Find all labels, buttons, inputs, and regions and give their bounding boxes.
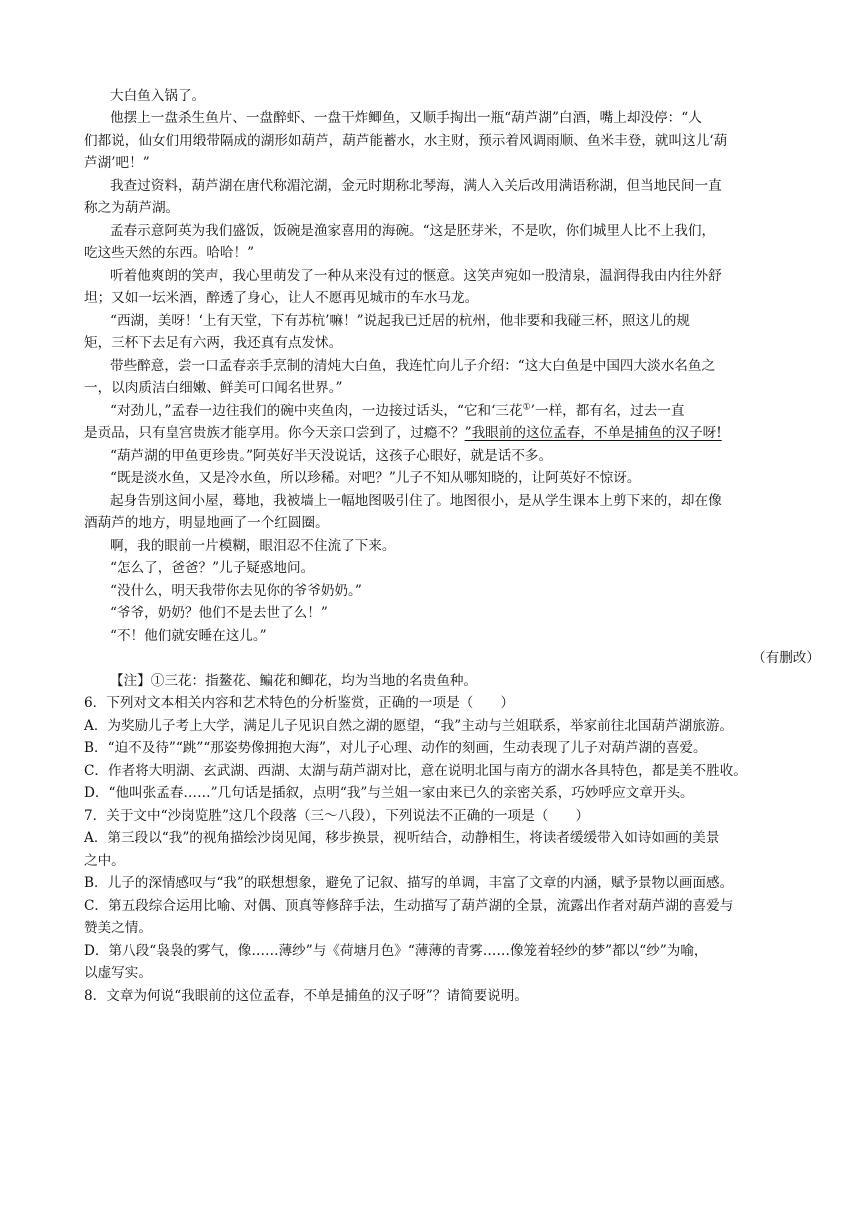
paragraph-6-line-2: 矩，三杯下去足有六两，我还真有点发怵。 (84, 335, 343, 351)
question-7-stem: 7．关于文中“沙岗览胜”这几个段落（三～八段），下列说法不正确的一项是（ ） (84, 808, 590, 824)
question-6-option-b: B．“迫不及待”“跳”“那姿势像拥抱大海”，对儿子心理、动作的刻画，生动表现了儿子对葫芦湖的喜爱。 (84, 740, 707, 756)
question-6-option-d: D．“他叫张孟春……”几句话是插叙，点明“我”与兰姐一家由来已久的亲密关系，巧妙呼应文章开头。 (84, 785, 694, 801)
paragraph-1: 大白鱼入锅了。 (110, 88, 206, 104)
paragraph-9: “葫芦湖的甲鱼更珍贵。”阿英好半天没说话，这孩子心眼好，就是话不多。 (110, 448, 553, 464)
paragraph-12: 啊，我的眼前一片模糊，眼泪忍不住流了下来。 (110, 538, 396, 554)
paragraph-2-line-1: 他摆上一盘杀生鱼片、一盘醉虾、一盘干炸鲫鱼，又顺手掏出一瓶“葫芦湖”白酒，嘴上却没停：“人 (110, 110, 702, 126)
paragraph-8-line-2 (84, 423, 722, 444)
question-6-option-c: C．作者将大明湖、玄武湖、西湖、太湖与葫芦湖对比，意在说明北国与南方的湖水各具特色，都是美不胜收。 (84, 763, 747, 779)
paragraph-3-line-2: 称之为葫芦湖。 (84, 200, 180, 216)
paragraph-2-line-3: 芦湖’吧！” (84, 155, 150, 171)
question-7-option-c-line-2: 赞美之情。 (84, 920, 152, 936)
paragraph-6-line-1: “西湖，美呀！‘上有天堂，下有苏杭’嘛！”说起我已迁居的杭州，他非要和我碰三杯，照这儿的规 (110, 313, 690, 329)
question-7-option-c-line-1: C．第五段综合运用比喻、对偶、顶真等修辞手法，生动描写了葫芦湖的全景，流露出作者对葫芦湖的喜爱与 (84, 898, 734, 914)
paragraph-8-text-a: “对劲儿，”孟春一边往我们的碗中夹鱼肉，一边接过话头，“它和‘三花 (110, 403, 523, 419)
paragraph-3-line-1: 我查过资料，葫芦湖在唐代称湄沱湖，金元时期称北琴海，满人入关后改用满语称湖，但当地民间一直 (110, 178, 722, 194)
paragraph-8-text-b: ’一样，都有名，过去一直 (530, 403, 685, 419)
footnote: 【注】①三花：指鳌花、鳊花和鲫花，均为当地的名贵鱼种。 (110, 673, 478, 689)
paragraph-10: “既是淡水鱼，又是冷水鱼，所以珍稀。对吧？”儿子不知从哪知晓的，让阿英好不惊讶。 (110, 470, 641, 486)
underlined-sentence: ”我眼前的这位孟春，不单是捕鱼的汉子呀! (464, 425, 722, 441)
question-7-option-b: B．儿子的深情感叹与“我”的联想想象，避免了记叙、描写的单调，丰富了文章的内涵，赋予景物以画面感。 (84, 875, 734, 891)
question-6-option-a: A．为奖励儿子考上大学，满足儿子见识自然之湖的愿望，“我”主动与兰姐联系，举家前往北国葫芦湖旅游。 (84, 718, 734, 734)
source-note: （有删改） (752, 650, 820, 666)
paragraph-8-line-1 (110, 401, 685, 422)
paragraph-15: “爷爷，奶奶？他们不是去世了么！” (110, 605, 328, 621)
paragraph-2-line-2: 们都说，仙女们用缎带隔成的湖形如葫芦，葫芦能蓄水，水主财，预示着风调雨顺、鱼米丰登，就叫这儿‘葫 (84, 133, 728, 149)
paragraph-5-line-2: 坦；又如一坛米酒，醉透了身心，让人不愿再见城市的车水马龙。 (84, 290, 479, 306)
paragraph-4-line-2: 吃这些天然的东西。哈哈！” (84, 245, 255, 261)
paragraph-11-line-1: 起身告别这间小屋，蓦地，我被墙上一幅地图吸引住了。地图很小，是从学生课本上剪下来的，却在像 (110, 493, 722, 509)
question-7-option-a-line-1: A．第三段以“我”的视角描绘沙岗见闻，移步换景，视听结合，动静相生，将读者缓缓带入如诗如画的美景 (84, 830, 720, 846)
question-7-option-a-line-2: 之中。 (84, 853, 125, 869)
footnote-marker: ① (522, 402, 531, 413)
paragraph-16: “不！他们就安睡在这儿。” (110, 628, 267, 644)
question-8-stem: 8．文章为何说“我眼前的这位孟春，不单是捕鱼的汉子呀”？请简要说明。 (84, 988, 528, 1004)
paragraph-13: “怎么了，爸爸？”儿子疑惑地问。 (110, 560, 315, 576)
question-6-stem: 6．下列对文本相关内容和艺术特色的分析鉴赏，正确的一项是（ ） (84, 695, 515, 711)
paragraph-4-line-1: 孟春示意阿英为我们盛饭，饭碗是渔家喜用的海碗。“这是胚芽米，不是吹，你们城里人比不上我们， (110, 223, 716, 239)
paragraph-11-line-2: 酒葫芦的地方，明显地画了一个红圆圈。 (84, 515, 329, 531)
paragraph-7-line-2: 一，以肉质洁白细嫩、鲜美可口闻名世界。” (84, 380, 343, 396)
paragraph-8-text-c: 是贡品，只有皇宫贵族才能享用。你今天亲口尝到了，过瘾不？ (84, 425, 465, 441)
paragraph-14: “没什么，明天我带你去见你的爷爷奶奶。” (110, 583, 362, 599)
paragraph-5-line-1: 听着他爽朗的笑声，我心里萌发了一种从来没有过的惬意。这笑声宛如一股清泉，温润得我由内往外舒 (110, 268, 722, 284)
paragraph-7-line-1: 带些醉意，尝一口孟春亲手烹制的清炖大白鱼，我连忙向儿子介绍：“这大白鱼是中国四大淡水名鱼之 (110, 358, 716, 374)
question-7-option-d-line-2: 以虚写实。 (84, 965, 152, 981)
question-7-option-d-line-1: D．第八段“袅袅的雾气，像……薄纱”与《荷塘月色》“薄薄的青雾……像笼着轻纱的梦”都以“纱”为喻， (84, 943, 708, 959)
